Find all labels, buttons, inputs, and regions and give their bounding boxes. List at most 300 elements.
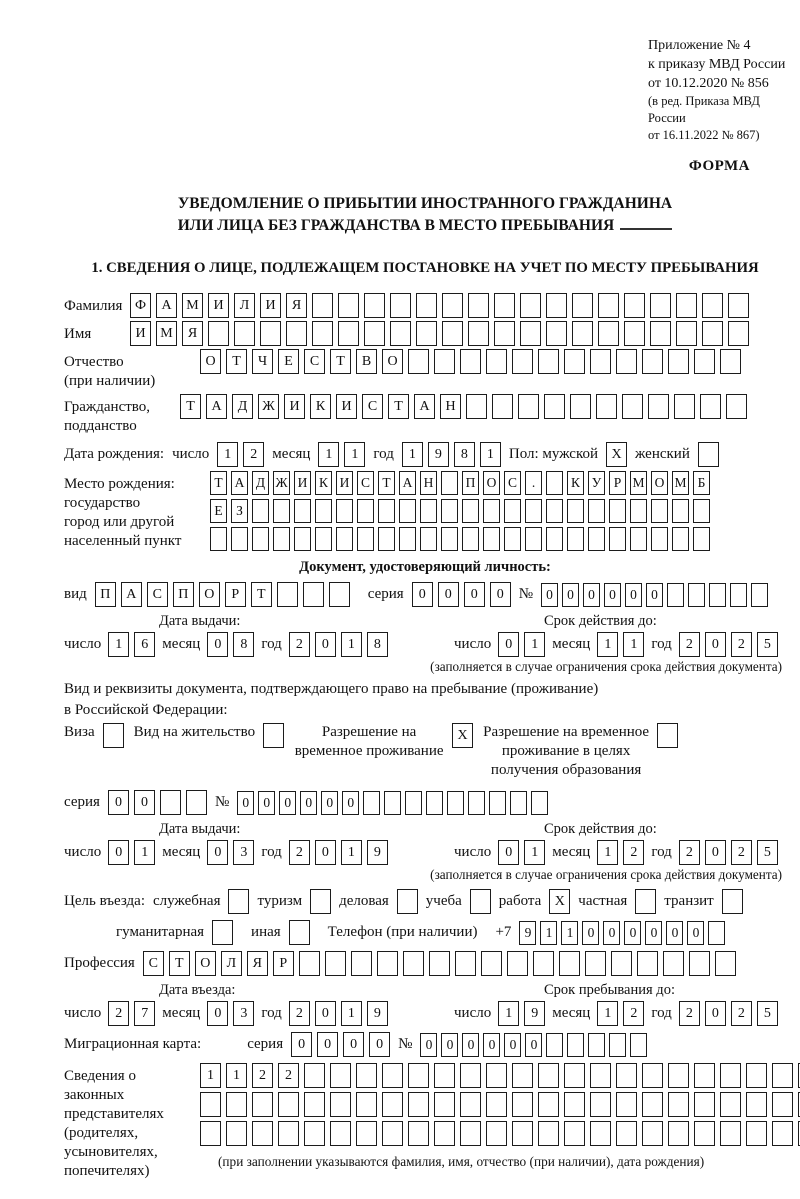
char-box[interactable]: Я [182, 321, 203, 346]
char-box[interactable] [260, 321, 281, 346]
char-box[interactable] [252, 499, 269, 523]
char-box[interactable] [504, 499, 521, 523]
char-box[interactable] [408, 1121, 429, 1146]
char-box[interactable] [405, 791, 422, 815]
char-box[interactable] [688, 583, 705, 607]
char-box[interactable] [486, 1092, 507, 1117]
char-box[interactable] [460, 1121, 481, 1146]
char-box[interactable] [720, 1092, 741, 1117]
char-box[interactable] [650, 293, 671, 318]
char-box[interactable]: М [182, 293, 203, 318]
char-box[interactable]: 1 [226, 1063, 247, 1088]
char-box[interactable] [294, 527, 311, 551]
char-box[interactable] [648, 394, 669, 419]
char-box[interactable] [382, 1121, 403, 1146]
char-box[interactable] [278, 1092, 299, 1117]
char-box[interactable]: Т [378, 471, 395, 495]
char-box[interactable]: 0 [207, 840, 228, 865]
char-box[interactable] [728, 293, 749, 318]
char-box[interactable] [622, 394, 643, 419]
char-box[interactable] [277, 582, 298, 607]
char-box[interactable] [546, 499, 563, 523]
char-box[interactable]: 2 [731, 840, 752, 865]
char-box[interactable]: И [336, 394, 357, 419]
char-box[interactable]: 0 [562, 583, 579, 607]
char-box[interactable] [746, 1121, 767, 1146]
char-box[interactable]: 1 [341, 840, 362, 865]
char-box[interactable] [460, 1092, 481, 1117]
char-box[interactable]: А [121, 582, 142, 607]
checkbox-work[interactable]: X [549, 889, 570, 914]
char-box[interactable] [468, 321, 489, 346]
char-box[interactable] [772, 1092, 793, 1117]
char-box[interactable]: 0 [603, 921, 620, 945]
char-box[interactable] [252, 527, 269, 551]
char-box[interactable]: К [567, 471, 584, 495]
checkbox-humanitarian[interactable] [212, 920, 233, 945]
char-box[interactable]: П [462, 471, 479, 495]
char-box[interactable]: 1 [217, 442, 238, 467]
char-box[interactable] [726, 394, 747, 419]
char-box[interactable]: 0 [438, 582, 459, 607]
char-box[interactable] [572, 293, 593, 318]
char-box[interactable] [598, 293, 619, 318]
char-box[interactable] [481, 951, 502, 976]
char-box[interactable]: 1 [200, 1063, 221, 1088]
char-box[interactable] [567, 499, 584, 523]
checkbox-transit[interactable] [722, 889, 743, 914]
char-box[interactable]: Ж [273, 471, 290, 495]
char-box[interactable]: 5 [757, 840, 778, 865]
char-box[interactable] [590, 1063, 611, 1088]
char-box[interactable] [672, 499, 689, 523]
char-box[interactable]: 2 [252, 1063, 273, 1088]
char-box[interactable]: 0 [504, 1033, 521, 1057]
char-box[interactable]: И [284, 394, 305, 419]
char-box[interactable] [715, 951, 736, 976]
char-box[interactable] [520, 321, 541, 346]
char-box[interactable] [689, 951, 710, 976]
char-box[interactable] [486, 1063, 507, 1088]
char-box[interactable]: 0 [483, 1033, 500, 1057]
char-box[interactable]: 0 [315, 840, 336, 865]
char-box[interactable] [483, 499, 500, 523]
char-box[interactable] [363, 791, 380, 815]
char-box[interactable] [329, 582, 350, 607]
char-box[interactable]: И [336, 471, 353, 495]
char-box[interactable]: О [382, 349, 403, 374]
char-box[interactable]: 1 [318, 442, 339, 467]
char-box[interactable]: 2 [289, 1001, 310, 1026]
char-box[interactable] [609, 527, 626, 551]
char-box[interactable] [330, 1063, 351, 1088]
char-box[interactable] [462, 527, 479, 551]
char-box[interactable] [356, 1092, 377, 1117]
char-box[interactable] [538, 1121, 559, 1146]
char-box[interactable]: Ф [130, 293, 151, 318]
char-box[interactable]: С [357, 471, 374, 495]
char-box[interactable]: 2 [243, 442, 264, 467]
char-box[interactable] [588, 527, 605, 551]
checkbox-other[interactable] [289, 920, 310, 945]
char-box[interactable] [273, 499, 290, 523]
char-box[interactable]: . [525, 471, 542, 495]
char-box[interactable] [538, 349, 559, 374]
checkbox-temp-residence[interactable]: X [452, 723, 473, 748]
char-box[interactable]: А [414, 394, 435, 419]
char-box[interactable] [273, 527, 290, 551]
checkbox-study[interactable] [470, 889, 491, 914]
char-box[interactable] [564, 1063, 585, 1088]
char-box[interactable]: О [651, 471, 668, 495]
char-box[interactable] [160, 790, 181, 815]
char-box[interactable]: 0 [342, 791, 359, 815]
char-box[interactable]: 9 [524, 1001, 545, 1026]
char-box[interactable] [338, 321, 359, 346]
char-box[interactable]: 0 [317, 1032, 338, 1057]
checkbox-tourism[interactable] [310, 889, 331, 914]
char-box[interactable] [390, 321, 411, 346]
char-box[interactable] [338, 293, 359, 318]
char-box[interactable]: Е [278, 349, 299, 374]
char-box[interactable]: Л [234, 293, 255, 318]
char-box[interactable] [668, 1092, 689, 1117]
char-box[interactable]: 5 [757, 632, 778, 657]
char-box[interactable] [567, 527, 584, 551]
char-box[interactable] [668, 1063, 689, 1088]
char-box[interactable]: И [130, 321, 151, 346]
char-box[interactable]: 1 [524, 632, 545, 657]
char-box[interactable] [538, 1092, 559, 1117]
char-box[interactable] [460, 349, 481, 374]
char-box[interactable]: В [356, 349, 377, 374]
char-box[interactable]: 0 [207, 632, 228, 657]
char-box[interactable] [403, 951, 424, 976]
checkbox-male[interactable]: X [606, 442, 627, 467]
char-box[interactable] [486, 349, 507, 374]
char-box[interactable]: 2 [108, 1001, 129, 1026]
char-box[interactable]: 0 [490, 582, 511, 607]
char-box[interactable]: 1 [524, 840, 545, 865]
char-box[interactable]: П [173, 582, 194, 607]
char-box[interactable]: 0 [583, 583, 600, 607]
char-box[interactable]: М [672, 471, 689, 495]
char-box[interactable]: О [199, 582, 220, 607]
char-box[interactable] [304, 1121, 325, 1146]
char-box[interactable]: 8 [367, 632, 388, 657]
char-box[interactable] [357, 527, 374, 551]
char-box[interactable]: 8 [233, 632, 254, 657]
char-box[interactable]: 0 [464, 582, 485, 607]
char-box[interactable] [351, 951, 372, 976]
char-box[interactable] [494, 293, 515, 318]
char-box[interactable]: Р [225, 582, 246, 607]
char-box[interactable] [252, 1121, 273, 1146]
checkbox-official[interactable] [228, 889, 249, 914]
char-box[interactable] [325, 951, 346, 976]
char-box[interactable]: П [95, 582, 116, 607]
char-box[interactable] [512, 1092, 533, 1117]
checkbox-female[interactable] [698, 442, 719, 467]
char-box[interactable] [642, 349, 663, 374]
char-box[interactable]: С [504, 471, 521, 495]
char-box[interactable] [546, 1033, 563, 1057]
char-box[interactable] [330, 1121, 351, 1146]
char-box[interactable] [700, 394, 721, 419]
checkbox-private[interactable] [635, 889, 656, 914]
char-box[interactable]: 0 [705, 632, 726, 657]
char-box[interactable]: 0 [291, 1032, 312, 1057]
char-box[interactable] [336, 499, 353, 523]
char-box[interactable] [299, 951, 320, 976]
char-box[interactable]: О [200, 349, 221, 374]
char-box[interactable]: 0 [541, 583, 558, 607]
char-box[interactable]: 1 [108, 632, 129, 657]
char-box[interactable] [336, 527, 353, 551]
char-box[interactable] [746, 1063, 767, 1088]
char-box[interactable] [720, 1063, 741, 1088]
char-box[interactable]: 0 [462, 1033, 479, 1057]
char-box[interactable]: Е [210, 499, 227, 523]
char-box[interactable] [442, 321, 463, 346]
char-box[interactable]: Д [232, 394, 253, 419]
char-box[interactable] [546, 321, 567, 346]
char-box[interactable]: 1 [341, 632, 362, 657]
char-box[interactable] [382, 1092, 403, 1117]
char-box[interactable]: 0 [645, 921, 662, 945]
char-box[interactable]: 5 [757, 1001, 778, 1026]
char-box[interactable] [200, 1121, 221, 1146]
char-box[interactable] [676, 293, 697, 318]
char-box[interactable] [507, 951, 528, 976]
char-box[interactable]: И [208, 293, 229, 318]
char-box[interactable] [252, 1092, 273, 1117]
char-box[interactable] [674, 394, 695, 419]
char-box[interactable] [642, 1121, 663, 1146]
char-box[interactable]: 0 [258, 791, 275, 815]
char-box[interactable]: Ж [258, 394, 279, 419]
char-box[interactable] [650, 321, 671, 346]
char-box[interactable] [637, 951, 658, 976]
char-box[interactable] [378, 527, 395, 551]
char-box[interactable] [408, 349, 429, 374]
char-box[interactable] [441, 471, 458, 495]
char-box[interactable] [702, 321, 723, 346]
char-box[interactable] [642, 1092, 663, 1117]
char-box[interactable] [772, 1121, 793, 1146]
char-box[interactable]: 1 [597, 840, 618, 865]
char-box[interactable]: 1 [561, 921, 578, 945]
char-box[interactable]: 2 [278, 1063, 299, 1088]
char-box[interactable]: А [399, 471, 416, 495]
char-box[interactable] [616, 1121, 637, 1146]
char-box[interactable] [330, 1092, 351, 1117]
char-box[interactable] [312, 321, 333, 346]
char-box[interactable] [572, 321, 593, 346]
char-box[interactable]: 0 [604, 583, 621, 607]
char-box[interactable] [468, 791, 485, 815]
char-box[interactable]: 0 [237, 791, 254, 815]
char-box[interactable]: 0 [625, 583, 642, 607]
char-box[interactable]: 7 [134, 1001, 155, 1026]
char-box[interactable]: 0 [705, 840, 726, 865]
char-box[interactable] [694, 1092, 715, 1117]
char-box[interactable]: 0 [705, 1001, 726, 1026]
char-box[interactable] [468, 293, 489, 318]
char-box[interactable] [208, 321, 229, 346]
char-box[interactable] [210, 527, 227, 551]
char-box[interactable] [616, 1063, 637, 1088]
checkbox-business[interactable] [397, 889, 418, 914]
checkbox-temp-residence-education[interactable] [657, 723, 678, 748]
char-box[interactable]: 0 [624, 921, 641, 945]
char-box[interactable]: 2 [289, 632, 310, 657]
char-box[interactable] [590, 349, 611, 374]
char-box[interactable] [364, 321, 385, 346]
char-box[interactable] [590, 1121, 611, 1146]
char-box[interactable]: М [156, 321, 177, 346]
char-box[interactable] [624, 293, 645, 318]
char-box[interactable] [630, 499, 647, 523]
char-box[interactable] [286, 321, 307, 346]
char-box[interactable]: 2 [623, 1001, 644, 1026]
char-box[interactable] [492, 394, 513, 419]
char-box[interactable]: 0 [315, 632, 336, 657]
char-box[interactable] [512, 349, 533, 374]
char-box[interactable] [616, 349, 637, 374]
char-box[interactable] [570, 394, 591, 419]
char-box[interactable] [356, 1063, 377, 1088]
char-box[interactable]: 0 [315, 1001, 336, 1026]
char-box[interactable] [668, 349, 689, 374]
char-box[interactable] [442, 293, 463, 318]
char-box[interactable] [408, 1063, 429, 1088]
char-box[interactable] [460, 1063, 481, 1088]
char-box[interactable]: 1 [341, 1001, 362, 1026]
char-box[interactable]: И [260, 293, 281, 318]
char-box[interactable] [559, 951, 580, 976]
char-box[interactable]: 2 [731, 632, 752, 657]
char-box[interactable] [399, 499, 416, 523]
char-box[interactable]: Ч [252, 349, 273, 374]
char-box[interactable]: О [195, 951, 216, 976]
char-box[interactable] [420, 499, 437, 523]
char-box[interactable] [303, 582, 324, 607]
char-box[interactable] [226, 1121, 247, 1146]
char-box[interactable] [720, 1121, 741, 1146]
char-box[interactable] [312, 293, 333, 318]
char-box[interactable] [564, 349, 585, 374]
char-box[interactable]: 2 [623, 840, 644, 865]
char-box[interactable] [672, 527, 689, 551]
char-box[interactable] [694, 1063, 715, 1088]
char-box[interactable] [455, 951, 476, 976]
char-box[interactable]: 0 [582, 921, 599, 945]
char-box[interactable] [382, 1063, 403, 1088]
char-box[interactable] [234, 321, 255, 346]
char-box[interactable] [525, 527, 542, 551]
char-box[interactable]: 0 [343, 1032, 364, 1057]
char-box[interactable]: С [143, 951, 164, 976]
char-box[interactable]: С [304, 349, 325, 374]
char-box[interactable]: О [483, 471, 500, 495]
char-box[interactable]: 0 [525, 1033, 542, 1057]
char-box[interactable]: З [231, 499, 248, 523]
char-box[interactable] [377, 951, 398, 976]
char-box[interactable]: 9 [367, 840, 388, 865]
char-box[interactable] [489, 791, 506, 815]
char-box[interactable]: 9 [519, 921, 536, 945]
char-box[interactable]: К [315, 471, 332, 495]
char-box[interactable] [512, 1063, 533, 1088]
char-box[interactable] [510, 791, 527, 815]
char-box[interactable]: 0 [369, 1032, 390, 1057]
char-box[interactable] [609, 499, 626, 523]
char-box[interactable]: 0 [687, 921, 704, 945]
char-box[interactable] [384, 791, 401, 815]
char-box[interactable] [772, 1063, 793, 1088]
char-box[interactable]: Р [273, 951, 294, 976]
char-box[interactable]: И [294, 471, 311, 495]
char-box[interactable]: К [310, 394, 331, 419]
char-box[interactable] [378, 499, 395, 523]
char-box[interactable] [186, 790, 207, 815]
char-box[interactable] [596, 394, 617, 419]
char-box[interactable]: 0 [207, 1001, 228, 1026]
char-box[interactable] [630, 527, 647, 551]
char-box[interactable]: Т [388, 394, 409, 419]
char-box[interactable]: А [206, 394, 227, 419]
char-box[interactable] [663, 951, 684, 976]
char-box[interactable]: Б [693, 471, 710, 495]
char-box[interactable] [278, 1121, 299, 1146]
char-box[interactable]: 9 [367, 1001, 388, 1026]
char-box[interactable]: У [588, 471, 605, 495]
char-box[interactable]: Я [247, 951, 268, 976]
char-box[interactable] [520, 293, 541, 318]
char-box[interactable] [564, 1121, 585, 1146]
char-box[interactable] [494, 321, 515, 346]
char-box[interactable] [746, 1092, 767, 1117]
char-box[interactable] [590, 1092, 611, 1117]
char-box[interactable]: 0 [108, 840, 129, 865]
char-box[interactable] [483, 527, 500, 551]
char-box[interactable] [447, 791, 464, 815]
char-box[interactable]: 1 [597, 632, 618, 657]
char-box[interactable]: Т [169, 951, 190, 976]
char-box[interactable]: 1 [402, 442, 423, 467]
char-box[interactable] [702, 293, 723, 318]
char-box[interactable] [434, 1121, 455, 1146]
char-box[interactable] [429, 951, 450, 976]
char-box[interactable]: С [362, 394, 383, 419]
char-box[interactable] [533, 951, 554, 976]
char-box[interactable] [588, 1033, 605, 1057]
char-box[interactable] [294, 499, 311, 523]
char-box[interactable] [408, 1092, 429, 1117]
char-box[interactable]: 1 [480, 442, 501, 467]
char-box[interactable] [416, 321, 437, 346]
char-box[interactable] [462, 499, 479, 523]
char-box[interactable] [676, 321, 697, 346]
char-box[interactable]: 2 [679, 1001, 700, 1026]
char-box[interactable]: 1 [540, 921, 557, 945]
char-box[interactable] [693, 499, 710, 523]
char-box[interactable] [466, 394, 487, 419]
char-box[interactable]: Я [286, 293, 307, 318]
char-box[interactable] [200, 1092, 221, 1117]
char-box[interactable] [304, 1063, 325, 1088]
